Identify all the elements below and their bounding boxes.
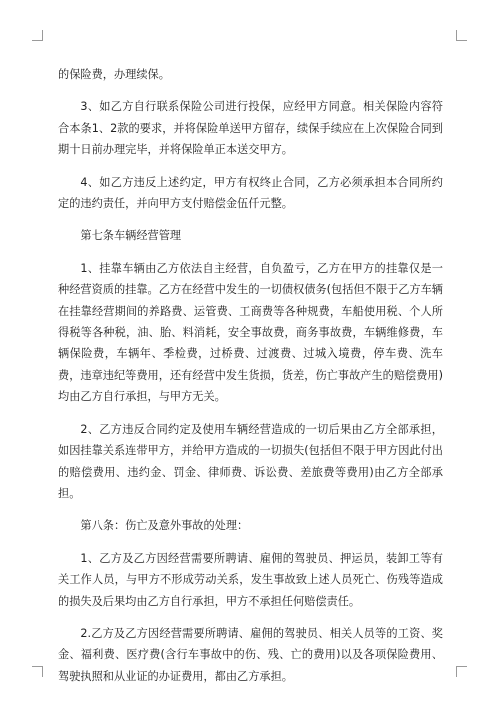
paragraph-clause-7-1: 1、挂靠车辆由乙方依法自主经营，自负盈亏，乙方在甲方的挂靠仅是一种经营资质的挂靠。乙方在经营中发生的一切债权债务(包括但不限于乙方车辆在挂靠经营期间的养路费、运管费、工商费等各种规费，车船使用税、个人所得税等各种税，油、胎、料消耗，安全事故费，商务事故费，车辆维修费，车辆保险费，车辆年、季检费，过桥费、过渡费、过城入境费，停车费、洗车费，违章违纪等费用，还有经营中发生货损，货差，伤亡事故产生的赔偿费用)均由乙方自行承担，与甲方无关。 (58, 261, 443, 404)
paragraph-clause-8-2: 2.乙方及乙方因经营需要所聘请、雇佣的驾驶员、相关人员等的工资、奖金、福利费、医疗费(含行车事故中的伤、残、亡的费用)以及各项保险费用、驾驶执照和从业证的办证费用，都由乙方承担。 (58, 626, 443, 683)
paragraph-clause-8-1: 1、乙方及乙方因经营需要所聘请、雇佣的驾驶员、押运员，装卸工等有关工作人员，与甲方不形成劳动关系，发生事故致上述人员死亡、伤残等造成的损失及后果均由乙方自行承担，甲方不承担任何赔偿责任。 (58, 551, 443, 608)
paragraph-continuation: 的保险费，办理续保。 (58, 68, 170, 81)
crop-mark-bottom-left (32, 666, 43, 677)
crop-mark-top-left (32, 30, 43, 41)
section-heading-article-8: 第八条：伤亡及意外事故的处理： (80, 519, 249, 533)
section-heading-article-7: 第七条车辆经营管理 (80, 229, 182, 243)
document-body (58, 64, 443, 698)
crop-mark-top-right (456, 30, 467, 41)
paragraph-clause-6-4: 4、如乙方违反上述约定，甲方有权终止合同，乙方必须承担本合同所约定的违约责任，并向甲方支付赔偿金伍仟元整。 (58, 175, 443, 211)
paragraph-clause-6-3: 3、如乙方自行联系保险公司进行投保，应经甲方同意。相关保险内容符合本条1、2款的要求，并将保险单送甲方留存，续保手续应在上次保险合同到期十日前办理完毕，并将保险单正本送交甲方。 (58, 100, 443, 157)
paragraph-clause-7-2: 2、乙方违反合同约定及使用车辆经营造成的一切后果由乙方全部承担，如因挂靠关系连带甲方，并给甲方造成的一切损失(包括但不限于甲方因此付出的赔偿费用、违约金、罚金、律师费、诉讼费、差旅费等费用)由乙方全部承担。 (58, 422, 443, 500)
crop-mark-bottom-right (456, 666, 467, 677)
